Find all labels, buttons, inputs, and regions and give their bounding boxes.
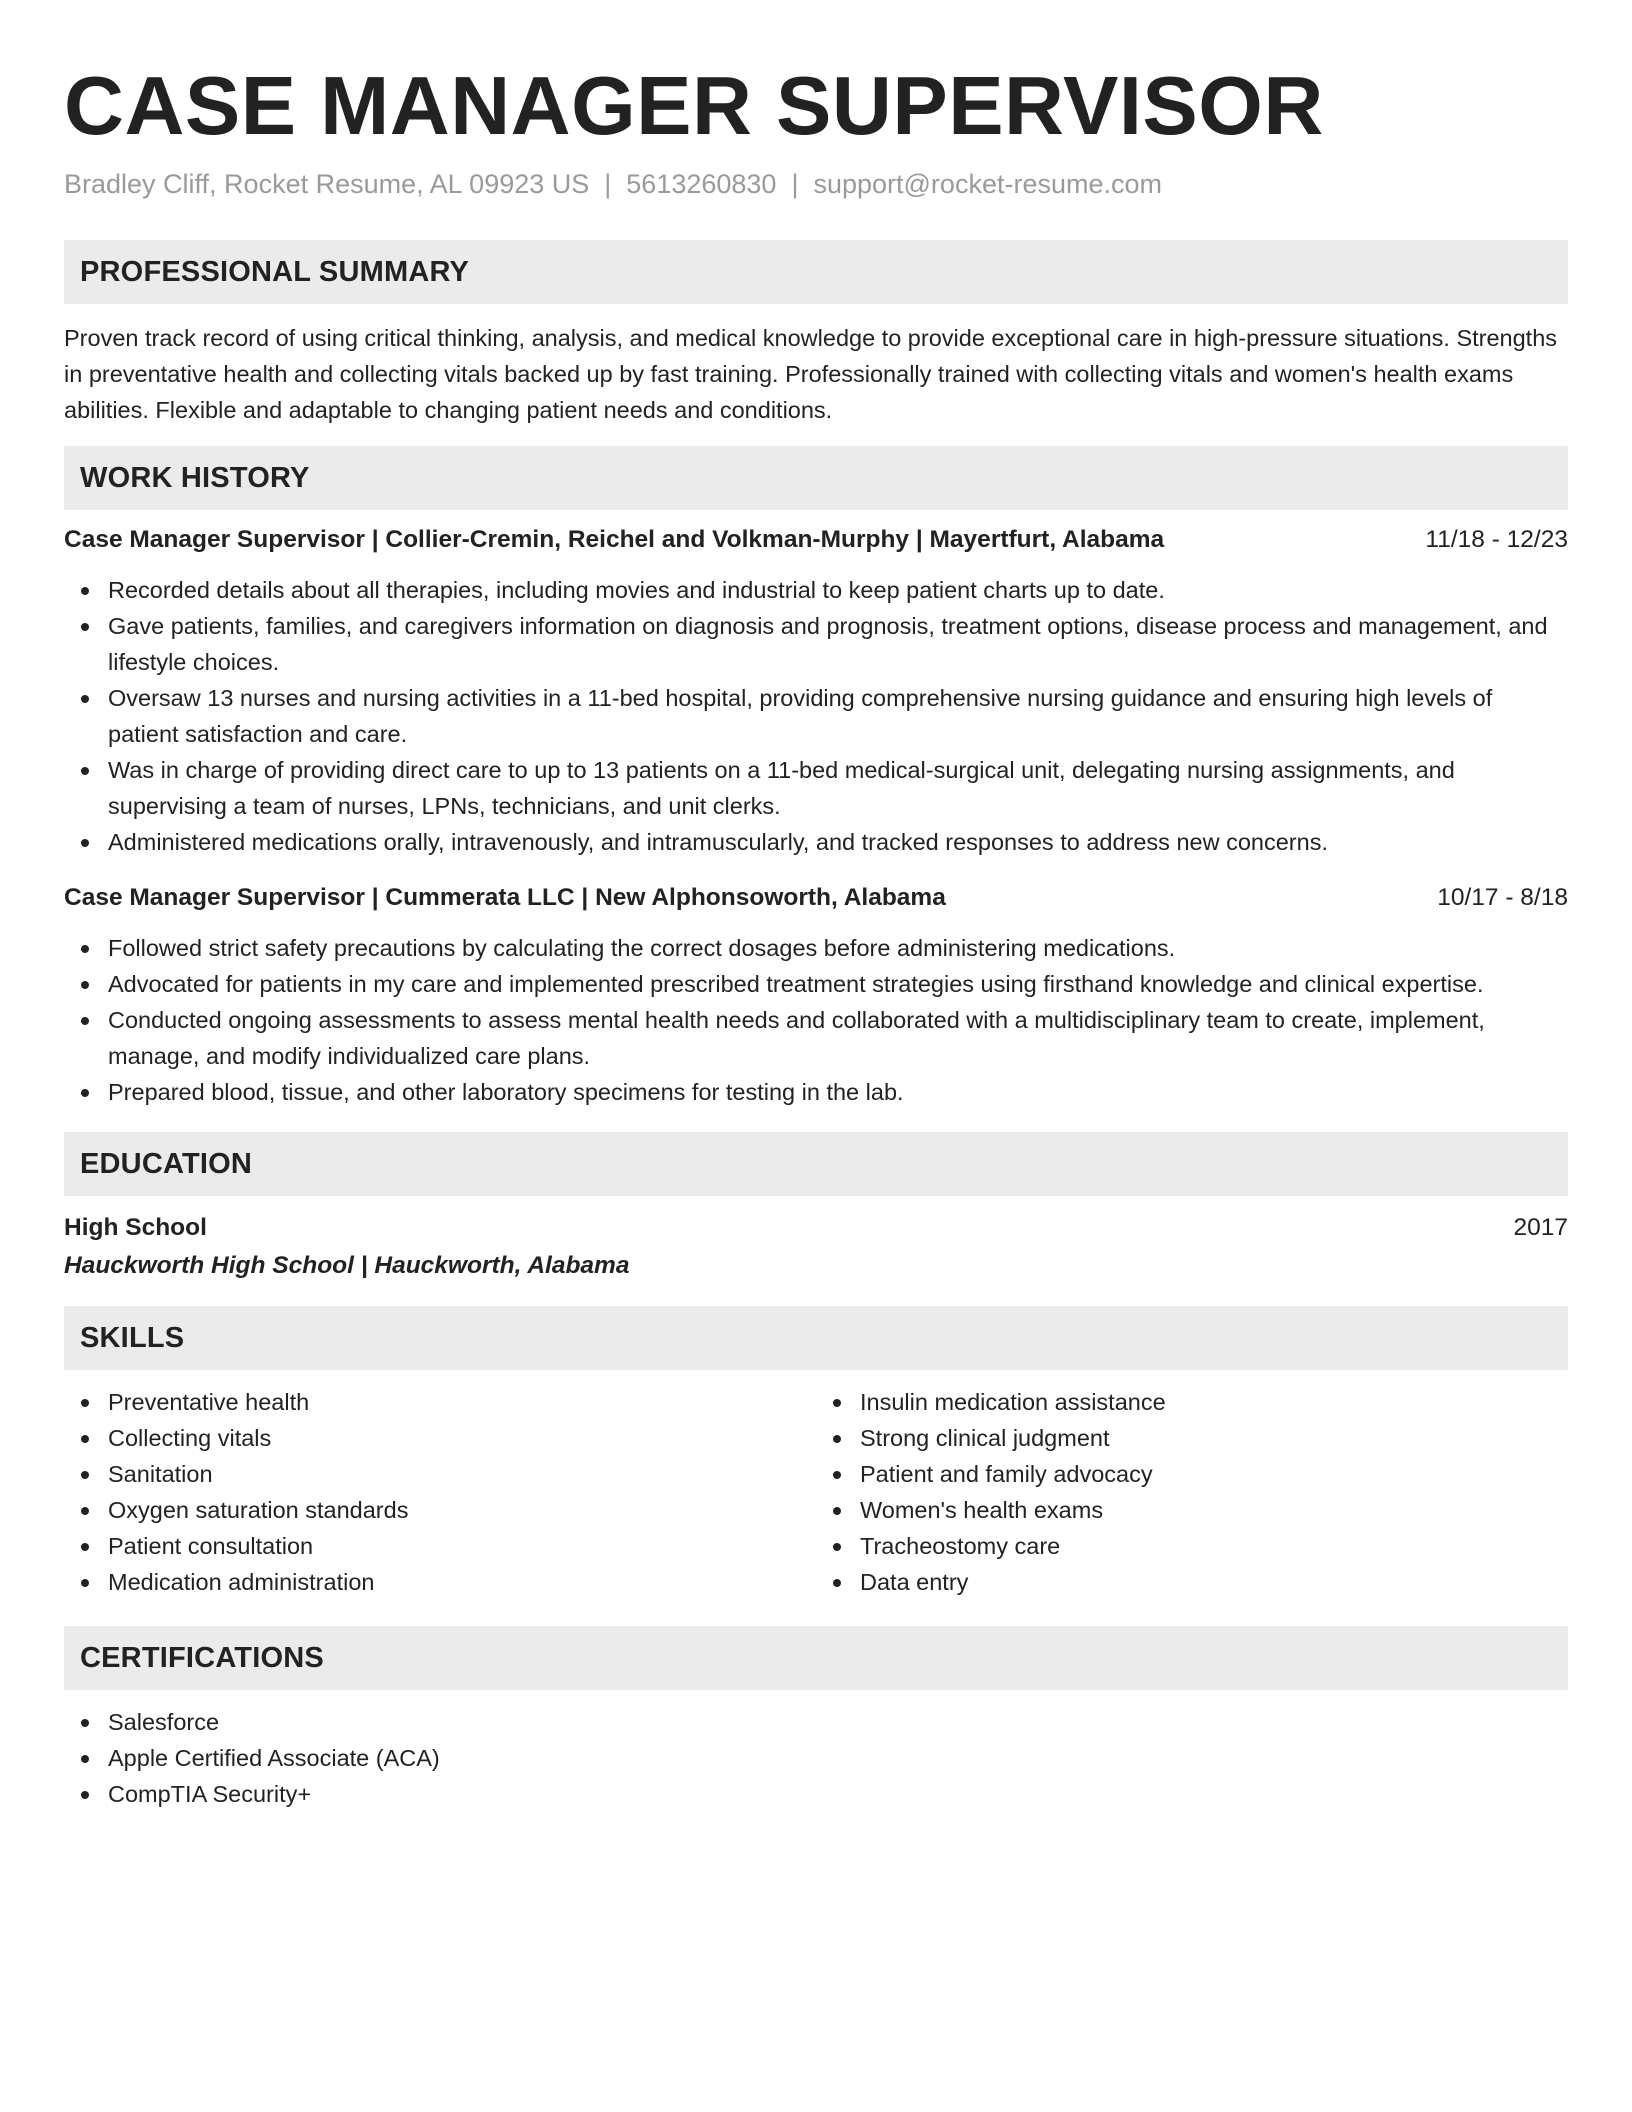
job-bullet [64,1002,1568,1074]
job-bullet-text: Administered medications orally, intravenously, and intramuscularly, and tracked responses to address new concerns. [108,829,1328,855]
skills-section-title: SKILLS [80,1321,185,1354]
certifications-section-header [64,1626,1568,1690]
job-bullet [64,608,1568,680]
job-dates: 10/17 - 8/18 [1437,884,1568,911]
skill-item [816,1420,1568,1456]
skill-item [64,1492,816,1528]
job-bullet [64,966,1568,1002]
job-bullet [64,680,1568,752]
bullet-dot-icon [833,1399,841,1407]
job-header [64,880,1568,916]
skills-list-left [64,1384,816,1600]
skill-item [64,1528,816,1564]
job-bullet-text: Was in charge of providing direct care to up to 13 patients on a 11-bed medical-surgical unit, delegating nursing assignments, and supervising a team of nurses, LPNs, technicians, and unit clerks. [108,757,1455,819]
contact-address: Bradley Cliff, Rocket Resume, AL 09923 US [64,169,590,199]
bullet-dot-icon [833,1543,841,1551]
skills-list-right [816,1384,1568,1600]
certification-item [64,1740,1568,1776]
education-header [64,1210,1568,1246]
job-header [64,522,1568,558]
bullet-dot-icon [81,695,89,703]
skill-item [64,1420,816,1456]
bullet-dot-icon [81,1471,89,1479]
bullet-dot-icon [833,1435,841,1443]
bullet-dot-icon [81,1719,89,1727]
education-entry [64,1210,1568,1284]
bullet-dot-icon [81,981,89,989]
job-bullet [64,572,1568,608]
certification-text: CompTIA Security+ [108,1781,312,1807]
skill-text: Insulin medication assistance [860,1389,1166,1415]
skill-item [816,1492,1568,1528]
skill-text: Preventative health [108,1389,310,1415]
work-history-section-title: WORK HISTORY [80,461,310,494]
skill-item [816,1456,1568,1492]
skill-text: Collecting vitals [108,1425,272,1451]
bullet-dot-icon [81,587,89,595]
contact-separator: | [791,169,799,199]
bullet-dot-icon [833,1471,841,1479]
job-bullet-text: Oversaw 13 nurses and nursing activities in a 11-bed hospital, providing comprehensive nursing guidance and ensuring high levels of patient satisfaction and care. [108,685,1493,747]
skills-section-header [64,1306,1568,1370]
certifications-list [64,1704,1568,1812]
bullet-dot-icon [81,1017,89,1025]
skill-item [64,1564,816,1600]
job-bullet-text: Conducted ongoing assessments to assess mental health needs and collaborated with a multidisciplinary team to create, implement, manage, and modify individualized care plans. [108,1007,1485,1069]
bullet-dot-icon [81,945,89,953]
skill-text: Data entry [860,1569,969,1595]
education-school: Hauckworth High School | Hauckworth, Alabama [64,1252,630,1279]
education-section-title: EDUCATION [80,1147,253,1180]
summary-section-title: PROFESSIONAL SUMMARY [80,255,470,288]
certification-item [64,1704,1568,1740]
bullet-dot-icon [81,1755,89,1763]
job-bullet [64,752,1568,824]
job-dates: 11/18 - 12/23 [1425,526,1568,553]
job-bullet-list [64,572,1568,860]
education-year: 2017 [1513,1214,1568,1241]
summary-section-header [64,240,1568,304]
contact-separator: | [604,169,612,199]
job-bullet-text: Prepared blood, tissue, and other laboratory specimens for testing in the lab. [108,1079,904,1105]
skill-text: Sanitation [108,1461,213,1487]
bullet-dot-icon [81,623,89,631]
bullet-dot-icon [81,839,89,847]
bullet-dot-icon [81,1507,89,1515]
job-bullet [64,930,1568,966]
skill-item [64,1384,816,1420]
skill-text: Oxygen saturation standards [108,1497,409,1523]
skill-text: Tracheostomy care [860,1533,1061,1559]
job-bullet-text: Recorded details about all therapies, including movies and industrial to keep patient charts up to date. [108,577,1165,603]
bullet-dot-icon [81,1089,89,1097]
education-section-header [64,1132,1568,1196]
certifications-section-title: CERTIFICATIONS [80,1641,324,1674]
job-bullet [64,1074,1568,1110]
bullet-dot-icon [81,1579,89,1587]
skills-columns [64,1384,1568,1600]
contact-line [64,166,1568,202]
certification-item [64,1776,1568,1812]
bullet-dot-icon [81,1543,89,1551]
job-bullet-list [64,930,1568,1110]
job-heading: Case Manager Supervisor | Collier-Cremin, Reichel and Volkman-Murphy | Mayertfurt, Alabama [64,526,1165,553]
bullet-dot-icon [833,1579,841,1587]
skill-item [816,1564,1568,1600]
job-bullet-text: Advocated for patients in my care and implemented prescribed treatment strategies using firsthand knowledge and clinical expertise. [108,971,1484,997]
bullet-dot-icon [81,1435,89,1443]
job-bullet [64,824,1568,860]
bullet-dot-icon [81,1399,89,1407]
contact-phone: 5613260830 [626,169,777,199]
work-history-section-header [64,446,1568,510]
bullet-dot-icon [833,1507,841,1515]
skill-text: Women's health exams [860,1497,1104,1523]
skill-item [64,1456,816,1492]
certification-text: Salesforce [108,1709,220,1735]
job-bullet-text: Followed strict safety precautions by calculating the correct dosages before administering medications. [108,935,1176,961]
job-entry [64,880,1568,1110]
skill-text: Strong clinical judgment [860,1425,1110,1451]
bullet-dot-icon [81,1791,89,1799]
job-heading: Case Manager Supervisor | Cummerata LLC | New Alphonsoworth, Alabama [64,884,946,911]
certification-text: Apple Certified Associate (ACA) [108,1745,440,1771]
summary-text: Proven track record of using critical thinking, analysis, and medical knowledge to provide exceptional care in high-pressure situations. Strengths in preventative health and collecting vitals backed up by fast training. Professionally trained with collecting vitals and women's health exams abilities. Flexible and adaptable to changing patient needs and conditions. [64,325,1558,423]
bullet-dot-icon [81,767,89,775]
contact-email: support@rocket-resume.com [813,169,1162,199]
skill-item [816,1384,1568,1420]
candidate-name-title: CASE MANAGER SUPERVISOR [64,59,1324,152]
skill-item [816,1528,1568,1564]
skill-text: Medication administration [108,1569,375,1595]
skill-text: Patient and family advocacy [860,1461,1153,1487]
job-entry [64,522,1568,860]
job-bullet-text: Gave patients, families, and caregivers information on diagnosis and prognosis, treatment options, disease process and management, and lifestyle choices. [108,613,1548,675]
skill-text: Patient consultation [108,1533,314,1559]
education-degree: High School [64,1214,207,1241]
